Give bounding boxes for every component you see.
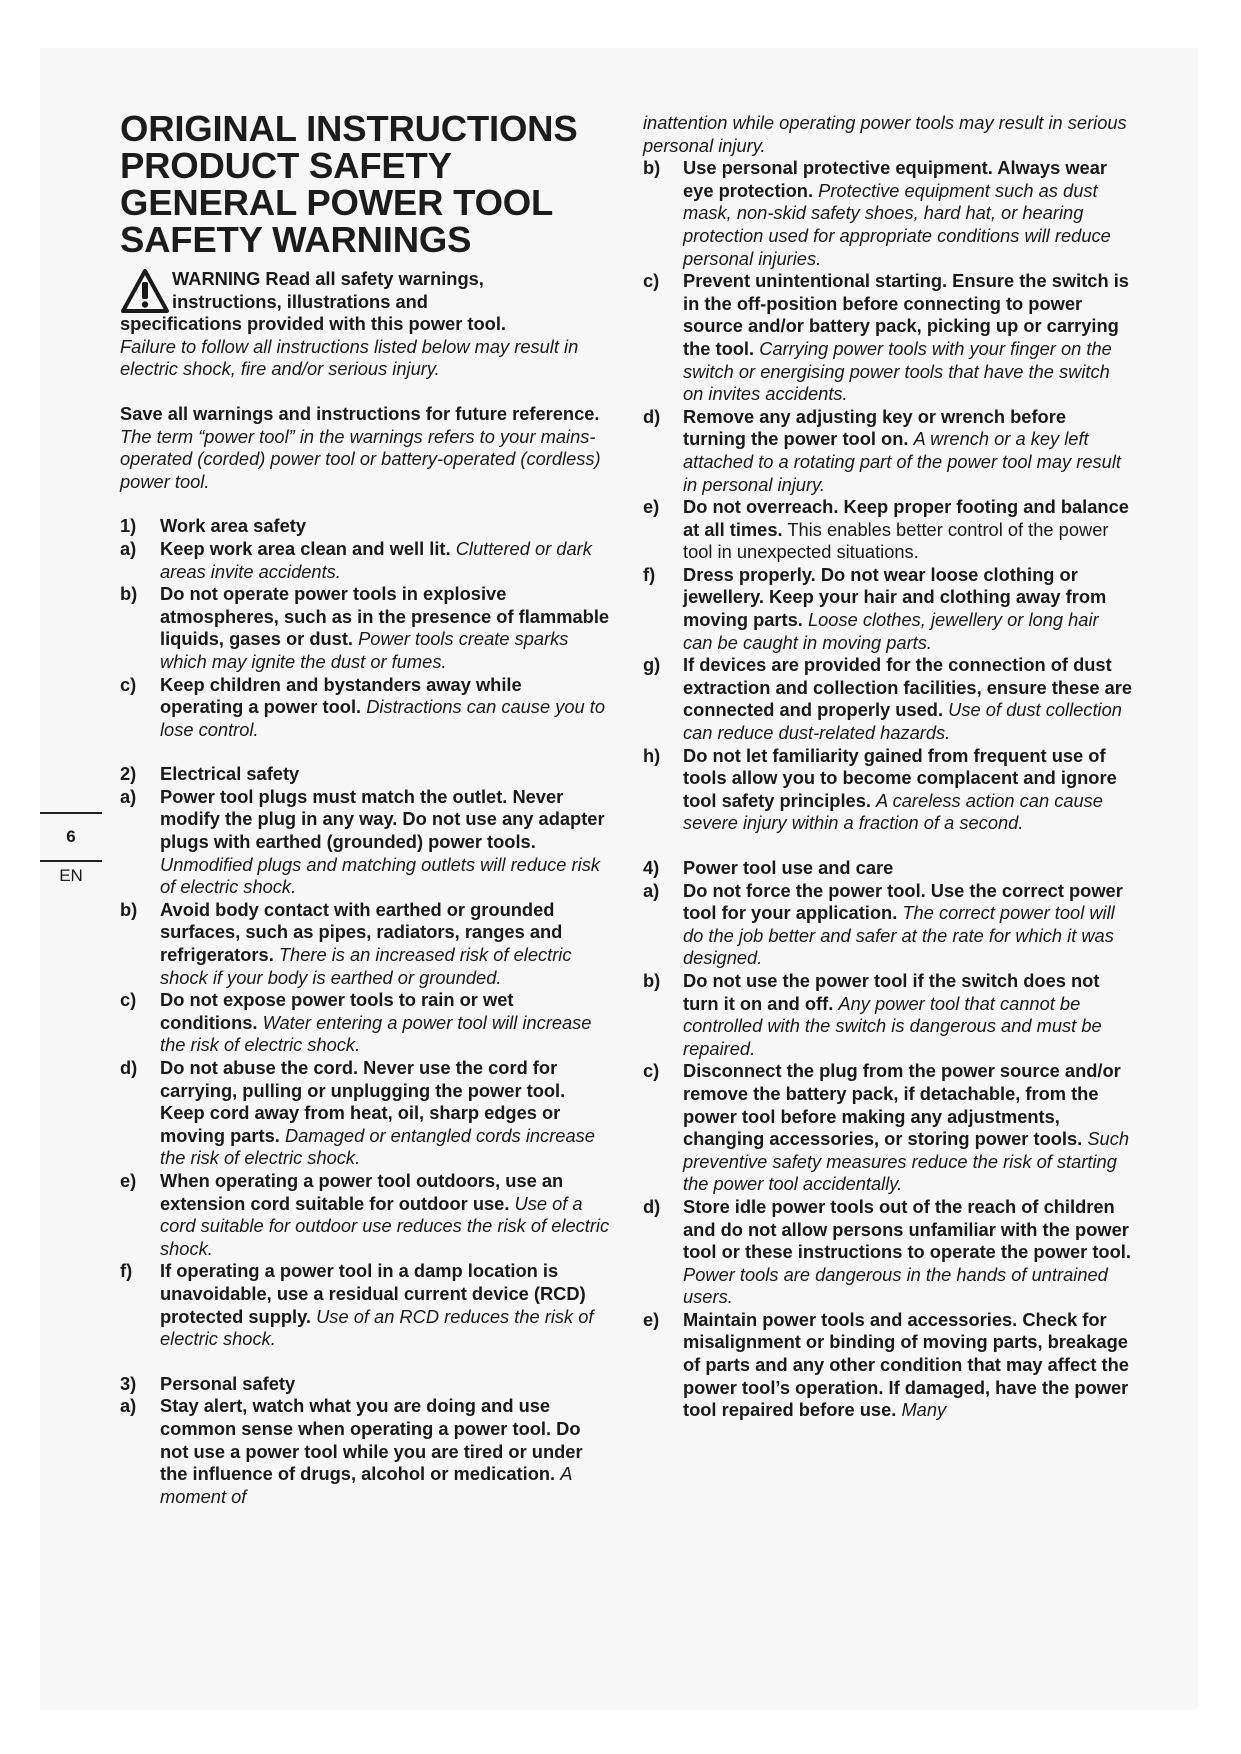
list-item [120,583,610,673]
item-bold: Do not let familiarity gained from frequent use of tools allow you to become complacent and ignore tool safety principles. [683,744,1117,811]
item-bold: Disconnect the plug from the power source and/or remove the battery pack, if detachable, from the power tool before making any adjustments, changing accessories, or storing power tools. [683,1060,1121,1150]
item-text: Many [901,1399,947,1421]
item-label: g) [643,654,661,676]
item-bold: Prevent unintentional starting. Ensure the switch is in the off-position before connecting to power source and/or battery pack, picking up or carrying the tool. [683,270,1129,359]
item-label: b) [643,157,661,179]
item-bold: Do not expose power tools to rain or wet conditions. [160,989,514,1033]
left-column [120,110,610,1508]
list-item [643,406,1133,496]
section-title: Personal safety [160,1372,296,1394]
list-item [643,1196,1133,1309]
item-bold: Stay alert, watch what you are doing and use common sense when operating a power tool. Do not use a power tool while you are tired or under the influence of drugs, alcohol or medication. [160,1395,583,1485]
item-text: A moment of [160,1463,572,1507]
page-title [120,110,610,258]
item-label: a) [120,537,137,559]
item-text: Use of an RCD reduces the risk of electric shock. [160,1305,594,1350]
item-label: h) [643,744,661,766]
warning-heading: specifications provided with this power tool. [120,313,506,335]
item-label: f) [120,1260,133,1282]
item-text: Power tools are dangerous in the hands of untrained users. [683,1263,1108,1308]
item-text: Protective equipment such as dust mask, non-skid safety shoes, hard hat, or hearing protection used for appropriate conditions will reduce personal injuries. [683,179,1111,269]
item-text: This enables better control of the power tool in unexpected situations. [683,518,1109,563]
list-item [120,538,610,583]
item-label: b) [120,583,138,605]
item-bold: Use personal protective equipment. Always wear eye protection. [683,157,1107,201]
title-line: PRODUCT SAFETY [120,145,452,186]
section-title: Work area safety [160,515,306,537]
warning-heading: WARNING Read all safety warnings, [172,268,484,289]
list-item [120,899,610,989]
item-text: Distractions can cause you to lose control. [160,696,605,740]
item-bold: Keep work area clean and well lit. [160,537,451,559]
list-item [643,654,1133,744]
list-item [120,786,610,899]
item-label: e) [643,496,660,518]
item-label: d) [120,1057,138,1078]
title-line: ORIGINAL INSTRUCTIONS [120,108,578,149]
section-number: 3) [120,1372,137,1394]
item-bold: Remove any adjusting key or wrench before turning the power tool on. [683,405,1067,450]
list-item [643,1309,1133,1422]
list-item [120,1260,610,1350]
section-number: 4) [643,857,660,878]
section-number: 2) [120,763,137,785]
item-bold: When operating a power tool outdoors, use an extension cord suitable for outdoor use. [160,1169,564,1214]
section-title: Power tool use and care [683,857,894,878]
item-label: c) [643,1060,660,1082]
item-bold: Maintain power tools and accessories. Check for misalignment or binding of moving parts, breakage of parts and any other condition that may affect the power tool’s operation. If damaged, have the power tool repaired before use. [683,1308,1129,1421]
list-item [643,970,1133,1060]
item-text: Damaged or entangled cords increase the risk of electric shock. [160,1124,595,1169]
item-text: A careless action can cause severe injury within a fraction of a second. [683,789,1103,834]
warning-body: Failure to follow all instructions listed below may result in electric shock, fire and/or serious injury. [120,335,579,380]
item-bold: Power tool plugs must match the outlet. Never modify the plug in any way. Do not use any adapter plugs with earthed (grounded) power tools. [160,785,605,853]
item-label: a) [120,1395,137,1417]
list-item [120,1395,610,1508]
item-label: f) [643,563,656,585]
item-text: Unmodified plugs and matching outlets will reduce risk of electric shock. [160,853,600,898]
item-bold: Do not abuse the cord. Never use the cord for carrying, pulling or unplugging the power tool. Keep cord away from heat, oil, sharp edges or moving parts. [160,1057,566,1146]
item-text: Water entering a power tool will increase the risk of electric shock. [160,1011,592,1056]
item-bold: Store idle power tools out of the reach of children and do not allow persons unfamiliar with the power tool or these instructions to operate the power tool. [683,1195,1131,1263]
item-bold: Do not use the power tool if the switch does not turn it on and off. [683,969,1100,1014]
list-item [120,989,610,1057]
title-line: GENERAL POWER TOOL [120,182,554,223]
item-label: a) [643,879,660,901]
item-label: d) [643,1195,661,1217]
item-bold: If operating a power tool in a damp location is unavoidable, use a residual current device (RCD) protected supply. [160,1260,586,1327]
warning-heading: instructions, illustrations and [172,290,428,312]
item-label: c) [643,270,660,292]
list-item [643,496,1133,564]
item-text: Loose clothes, jewellery or long hair can be caught in moving parts. [683,609,1099,653]
item-text: Any power tool that cannot be controlled with the switch is dangerous and must be repaired. [683,992,1102,1059]
item-bold: Avoid body contact with earthed or grounded surfaces, such as pipes, radiators, ranges and refrigerators. [160,898,563,966]
item-bold: Do not operate power tools in explosive atmospheres, such as in the presence of flammable liquids, gases or dust. [160,583,610,650]
section-number: 1) [120,515,137,537]
language-code: EN [59,866,83,885]
item-text: There is an increased risk of electric shock if your body is earthed or grounded. [160,944,572,988]
item-text: Power tools create sparks which may ignite the dust or fumes. [160,628,569,672]
item-text: Cluttered or dark areas invite accidents. [160,537,592,582]
item-label: b) [643,969,661,991]
item-label: d) [643,405,661,427]
list-item [120,1057,610,1170]
warning-block [120,268,610,381]
item-bold: Keep children and bystanders away while operating a power tool. [160,673,522,718]
page-number: 6 [40,812,102,862]
item-label: b) [120,898,138,920]
item-bold: Dress properly. Do not wear loose clothing or jewellery. Keep your hair and clothing away from moving parts. [683,563,1107,631]
item-label: e) [120,1169,137,1191]
section-heading [643,857,1133,880]
title-line: SAFETY WARNINGS [120,219,472,260]
list-item [643,157,1133,270]
item-label: e) [643,1308,660,1330]
item-text: Such preventive safety measures reduce the risk of starting the power tool accidentally. [683,1128,1129,1195]
item-label: c) [120,989,137,1011]
item-bold: Do not overreach. Keep proper footing and balance at all times. [683,496,1129,540]
item-label: a) [120,785,137,807]
list-item [643,564,1133,654]
warning-triangle-icon [120,268,170,314]
power-tool-definition: The term “power tool” in the warnings refers to your mains-operated (corded) power tool or battery-operated (cordless) power tool. [120,425,601,492]
list-item [120,1170,610,1260]
list-item [643,1060,1133,1196]
section-title: Electrical safety [160,763,300,785]
list-item [120,674,610,742]
continued-text: inattention while operating power tools may result in serious personal injury. [643,112,1127,156]
list-item [643,270,1133,406]
section-heading [120,1373,610,1396]
item-bold: Do not force the power tool. Use the correct power tool for your application. [683,879,1123,924]
item-text: A wrench or a key left attached to a rotating part of the power tool may result in personal injury. [683,428,1121,495]
item-bold: If devices are provided for the connection of dust extraction and collection facilities, ensure these are connected and properly used. [683,654,1133,721]
item-text: The correct power tool will do the job better and safer at the rate for which it was designed. [683,902,1115,969]
right-column [643,112,1133,1422]
section-heading [120,515,610,538]
item-text: Use of dust collection can reduce dust-related hazards. [683,699,1122,744]
list-item [643,880,1133,970]
item-text: Use of a cord suitable for outdoor use reduces the risk of electric shock. [160,1192,610,1259]
item-label: c) [120,673,137,695]
list-item [643,745,1133,835]
item-text: Carrying power tools with your finger on the switch or energising power tools that have the switch on invites accidents. [683,337,1112,405]
save-instructions: Save all warnings and instructions for future reference. [120,402,600,424]
section-heading [120,763,610,786]
